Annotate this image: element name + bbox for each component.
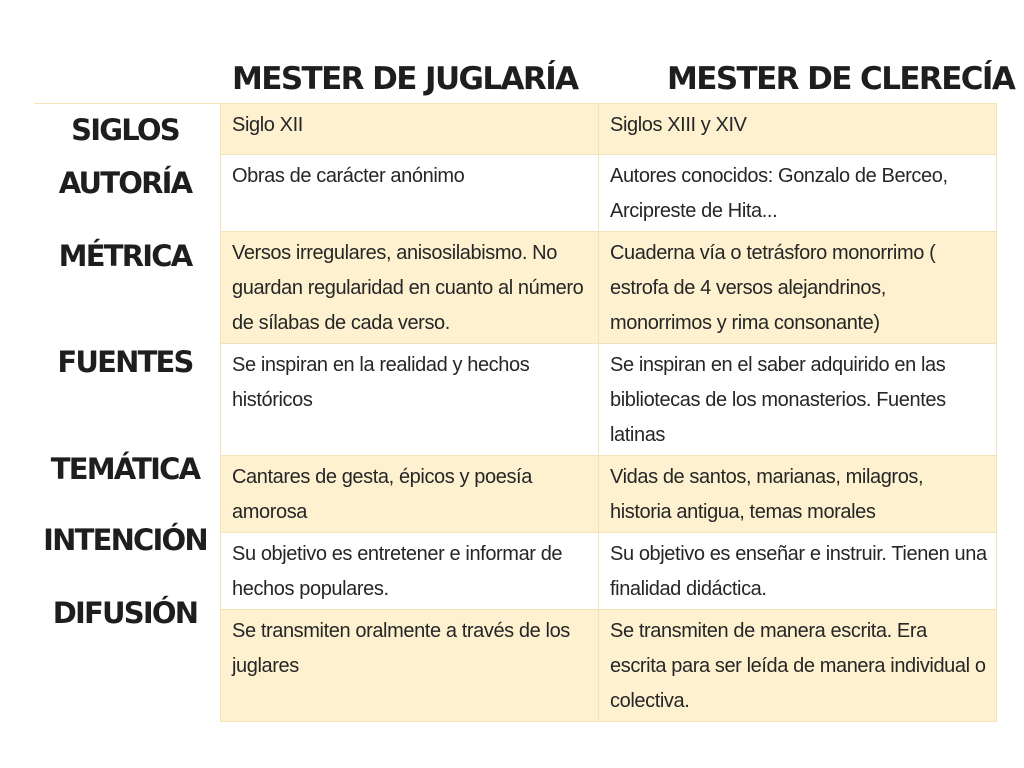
comparison-table [220,103,997,722]
cell-clerecia-fuentes: Se inspiran en el saber adquirido en las bibliotecas de los monasterios. Fuentes latinas [599,344,997,456]
cell-juglaria-difusion: Se transmiten oralmente a través de los juglares [221,610,599,722]
row-label-tematica: TEMÁTICA [50,452,200,486]
table-row-fuentes [221,344,997,456]
row-label-fuentes: FUENTES [57,345,193,379]
cell-juglaria-intencion: Su objetivo es entretener e informar de hechos populares. [221,533,599,610]
cell-clerecia-metrica: Cuaderna vía o tetrásforo monorrimo ( estrofa de 4 versos alejandrinos, monorrimos y rima consonante) [599,232,997,344]
row-label-siglos: SIGLOS [71,113,179,147]
table-row-autoria [221,155,997,232]
table-row-siglos [221,104,997,155]
table-row-difusion [221,610,997,722]
table-row-tematica [221,456,997,533]
cell-juglaria-siglos: Siglo XII [221,104,599,155]
cell-juglaria-metrica: Versos irregulares, anisosilabismo. No guardan regularidad en cuanto al número de sílabas de cada verso. [221,232,599,344]
table-row-intencion [221,533,997,610]
row-label-intencion: INTENCIÓN [43,523,207,557]
cell-juglaria-fuentes: Se inspiran en la realidad y hechos históricos [221,344,599,456]
cell-clerecia-difusion: Se transmiten de manera escrita. Era escrita para ser leída de manera individual o colectiva. [599,610,997,722]
row-label-autoria: AUTORÍA [58,166,192,200]
cell-clerecia-intencion: Su objetivo es enseñar e instruir. Tienen una finalidad didáctica. [599,533,997,610]
row-label-metrica: MÉTRICA [58,239,192,273]
cell-clerecia-autoria: Autores conocidos: Gonzalo de Berceo, Arcipreste de Hita... [599,155,997,232]
cell-clerecia-tematica: Vidas de santos, marianas, milagros, historia antigua, temas morales [599,456,997,533]
header-juglaria: MESTER DE JUGLARÍA [232,61,578,97]
cell-juglaria-autoria: Obras de carácter anónimo [221,155,599,232]
header-clerecia: MESTER DE CLERECÍA [667,61,1015,97]
cell-juglaria-tematica: Cantares de gesta, épicos y poesía amorosa [221,456,599,533]
row-label-difusion: DIFUSIÓN [52,596,198,630]
table-row-metrica [221,232,997,344]
cell-clerecia-siglos: Siglos XIII y XIV [599,104,997,155]
